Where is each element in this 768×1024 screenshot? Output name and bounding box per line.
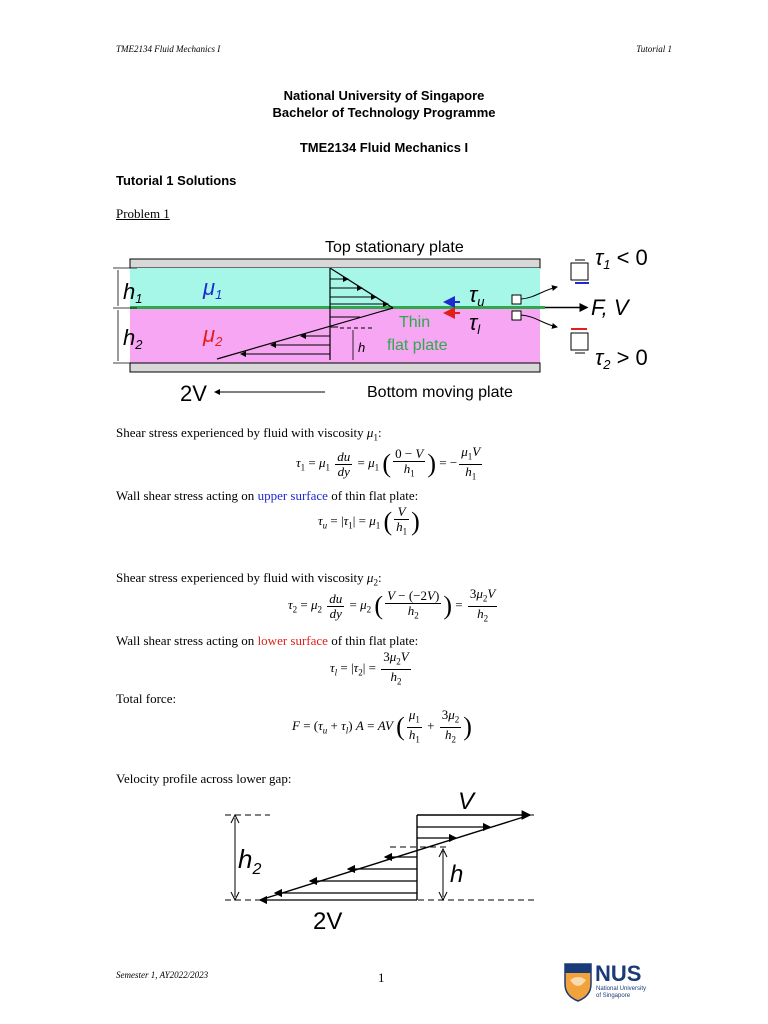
module-title: TME2134 Fluid Mechanics I — [299, 140, 469, 155]
tau1-equation: $\tau_1 = \mu_1$ $\frac{du}{dy}$ = $\mu_1$ ( $\frac{0 - V}{h_1}$ ) = − $\frac{\mu_1V}{h_1}$ — [296, 444, 481, 482]
wall-lower-text: Wall shear stress acting on lower surface of thin flat plate: — [116, 633, 419, 648]
mu2-label: μ2 — [203, 322, 223, 349]
tau2-relation: τ2 > 0 — [595, 345, 648, 372]
header-course: TME2134 Fluid Mechanics I — [116, 44, 221, 54]
force-equation: $F = (\tau_u + \tau_l) A$ = AV ( $\frac{\mu_1}{h_1}$ + $\frac{3\mu_2}{h_2}$ ) — [292, 707, 472, 745]
shear2-intro: Shear stress experienced by fluid with viscosity $\mu_2$: — [116, 570, 382, 588]
problem-heading: Problem 1 — [116, 206, 170, 221]
page-number: 1 — [378, 970, 385, 985]
footer-semester: Semester 1, AY2022/2023 — [116, 970, 209, 980]
wall-upper-text: Wall shear stress acting on upper surface of thin flat plate: — [116, 488, 419, 503]
h2-label: h2 — [123, 325, 143, 352]
top-plate — [130, 259, 540, 268]
programme-title: Bachelor of Technology Programme — [272, 105, 496, 120]
two-v-label: 2V — [180, 381, 207, 406]
solutions-heading: Tutorial 1 Solutions — [116, 173, 237, 188]
h2-profile-label: $h_2$ — [238, 844, 262, 878]
thin-label: Thin — [399, 314, 431, 331]
tau-l-equation: $\tau_l = |\tau_2|$ = $\frac{3\mu_2V}{h_2}$ — [330, 649, 409, 687]
h-profile-label: h — [450, 861, 464, 888]
tau-u-label: τu — [469, 282, 485, 309]
shear1-intro: Shear stress experienced by fluid with viscosity $\mu_1$: — [116, 425, 382, 443]
nus-logo: NUS National University of Singapore — [563, 962, 663, 1004]
flat-plate-label: flat plate — [387, 337, 448, 354]
two-v-profile-label: 2V — [313, 908, 343, 935]
h-label: h — [358, 340, 366, 355]
bottom-plate-label: Bottom moving plate — [367, 384, 513, 401]
v-label: V — [458, 788, 475, 815]
couette-flow-figure — [105, 232, 660, 407]
tau2-equation: $\tau_2 = \mu_2$ $\frac{du}{dy}$ = $\mu_2$ ( $\frac{V - (-2V)}{h_2}$ ) = $\frac{3\mu_2V}{h_2}$ — [288, 586, 496, 624]
nus-crest-icon — [563, 962, 593, 1002]
top-plate-label: Top stationary plate — [325, 239, 464, 256]
velocity-profile-text: Velocity profile across lower gap: — [116, 771, 292, 786]
university-title: National University of Singapore — [283, 88, 485, 103]
total-force-text: Total force: — [116, 691, 177, 706]
h1-label: h1 — [123, 279, 143, 306]
header-tutorial: Tutorial 1 — [636, 44, 672, 54]
mu1-label: μ1 — [203, 275, 223, 302]
tau1-relation: τ1 < 0 — [595, 245, 648, 272]
tau-l-label: τl — [469, 310, 481, 337]
bottom-plate — [130, 363, 540, 372]
force-velocity-label: F, V — [591, 295, 629, 320]
tau-u-equation: $\tau_u = |\tau_1| = \mu_1$ ( $\frac{V}{h_1}$ ) — [318, 504, 420, 537]
velocity-profile-figure — [220, 785, 540, 935]
